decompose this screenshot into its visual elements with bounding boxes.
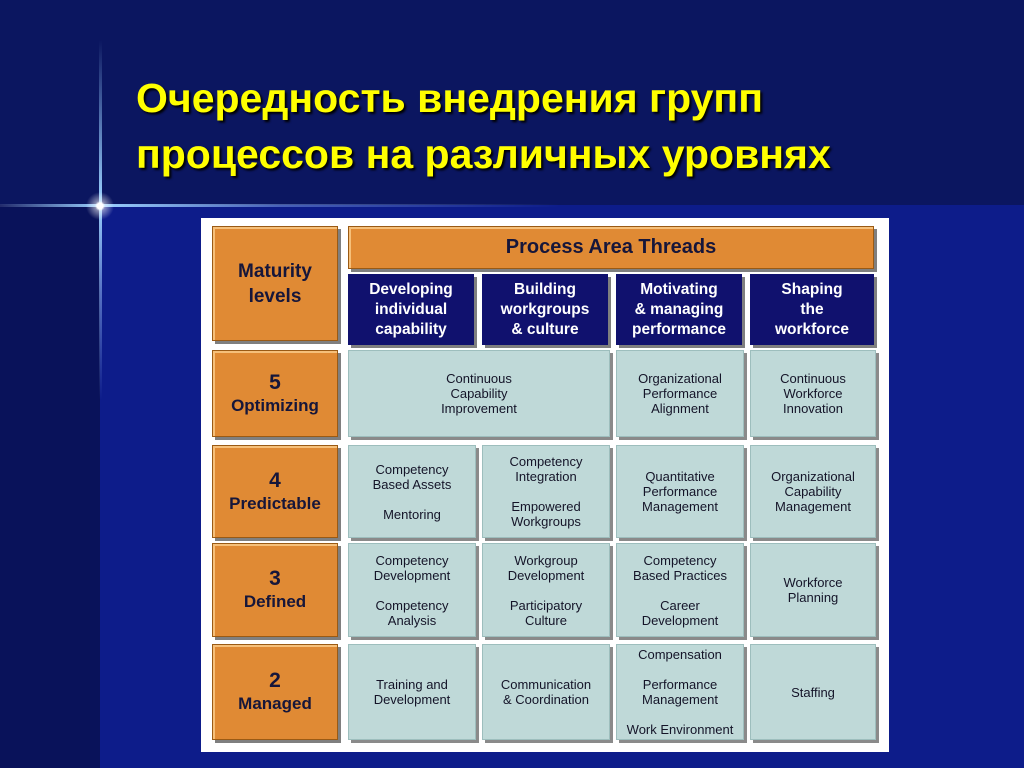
cell-text: Performance xyxy=(642,484,718,499)
level-5-label xyxy=(212,350,338,437)
level-number: 2 xyxy=(269,669,281,692)
cell-text: Performance xyxy=(642,677,718,692)
process-area-competency-based-practices-career-development xyxy=(616,543,744,637)
cell-text: Workgroups xyxy=(511,514,581,529)
cell-text: Planning xyxy=(787,590,839,605)
cell-text: Management xyxy=(642,692,718,707)
cell-text: Workforce xyxy=(783,386,843,401)
level-name: Defined xyxy=(243,592,307,611)
cell-text: Quantitative xyxy=(645,469,715,484)
cell-text: Analysis xyxy=(387,612,437,628)
threads-header-label: Process Area Threads xyxy=(505,236,717,258)
slide-title-line-1: Очередность внедрения групп xyxy=(136,75,763,121)
cell-text: & Coordination xyxy=(503,692,589,707)
cell-text: Staffing xyxy=(791,684,835,700)
cell-text: Development xyxy=(641,612,719,628)
cell-text: Improvement xyxy=(441,401,517,416)
level-number: 5 xyxy=(269,370,281,394)
cell-text: Competency xyxy=(643,552,717,568)
cell-text: Development xyxy=(373,567,451,583)
maturity-header-line: levels xyxy=(248,285,302,307)
level-number: 3 xyxy=(269,567,281,590)
level-name: Predictable xyxy=(229,493,321,513)
maturity-header-line: Maturity xyxy=(238,260,312,282)
cell-text: Participatory xyxy=(509,597,583,613)
thread-header-line: Building xyxy=(514,280,576,298)
maturity-levels-header xyxy=(212,226,338,341)
process-area-continuous-capability-improvement xyxy=(348,350,610,437)
cell-text: Based Assets xyxy=(372,476,452,492)
thread-header-line: workforce xyxy=(774,320,850,338)
cell-text: Development xyxy=(507,567,585,583)
decorative-vertical-line xyxy=(99,40,102,400)
thread-header-line: Developing xyxy=(369,280,453,298)
cell-text: Organizational xyxy=(771,469,855,484)
cell-text: Capability xyxy=(450,386,508,401)
cell-text: Performance xyxy=(642,386,718,401)
thread-header-shaping xyxy=(750,274,874,345)
level-number: 4 xyxy=(269,468,281,492)
thread-header-line: performance xyxy=(632,320,726,338)
thread-header-building xyxy=(482,274,608,345)
cell-text: Integration xyxy=(515,469,577,484)
cell-text: Management xyxy=(642,499,718,514)
sparkle-icon xyxy=(86,192,114,220)
level-2-label xyxy=(212,644,338,740)
thread-header-line: workgroups xyxy=(500,300,590,318)
cell-text: Competency xyxy=(375,461,449,477)
process-area-competency-integration-empowered-workgroups xyxy=(482,445,610,538)
thread-header-line: capability xyxy=(375,320,447,338)
process-area-staffing xyxy=(750,644,876,740)
cell-text: Communication xyxy=(500,677,592,692)
process-area-threads-header xyxy=(348,226,874,269)
process-area-compensation-performance-work-environment xyxy=(616,644,744,740)
level-name: Managed xyxy=(238,694,312,713)
cell-text: Innovation xyxy=(783,401,843,416)
cell-text: Continuous xyxy=(780,371,846,386)
cell-text: Workgroup xyxy=(514,552,578,568)
cell-text: Workforce xyxy=(783,575,843,590)
process-area-communication-coordination xyxy=(482,644,610,740)
decorative-horizontal-line xyxy=(0,204,560,207)
slide-left-band xyxy=(0,205,100,768)
cell-text: Competency xyxy=(509,454,583,469)
cell-text: Capability xyxy=(784,484,842,499)
cell-text: Alignment xyxy=(651,401,709,416)
cell-text: Management xyxy=(775,499,851,514)
process-area-organizational-capability-management xyxy=(750,445,876,538)
level-4-label xyxy=(212,445,338,538)
cell-text: Organizational xyxy=(638,371,722,386)
process-area-workgroup-development-participatory-culture xyxy=(482,543,610,637)
process-area-training-and-development xyxy=(348,644,476,740)
thread-header-line: Shaping xyxy=(781,280,843,298)
cell-text: Mentoring xyxy=(383,506,441,522)
cell-text: Competency xyxy=(375,597,449,613)
thread-header-motivating xyxy=(616,274,742,345)
cell-text: Competency xyxy=(375,552,449,568)
process-area-organizational-performance-alignment xyxy=(616,350,744,437)
slide-title xyxy=(136,70,996,182)
cell-text: Development xyxy=(373,692,451,707)
process-area-workforce-planning xyxy=(750,543,876,637)
process-area-table xyxy=(201,218,889,752)
level-3-label xyxy=(212,543,338,637)
level-name: Optimizing xyxy=(231,395,319,415)
cell-text: Based Practices xyxy=(633,567,727,583)
thread-header-line: & managing xyxy=(634,300,724,318)
cell-text: Continuous xyxy=(446,371,512,386)
thread-header-line: Motivating xyxy=(640,280,718,298)
thread-header-line: the xyxy=(800,300,824,318)
cell-text: Culture xyxy=(525,612,567,628)
thread-header-line: individual xyxy=(374,300,448,318)
process-area-quantitative-performance-management xyxy=(616,445,744,538)
slide-title-line-2: процессов на различных уровнях xyxy=(136,131,831,177)
thread-header-line: & culture xyxy=(511,320,579,338)
thread-header-developing xyxy=(348,274,474,345)
cell-text: Training and xyxy=(376,677,448,692)
cell-text: Compensation xyxy=(638,647,722,662)
cell-text: Career xyxy=(660,597,700,613)
process-area-competency-based-assets-mentoring xyxy=(348,445,476,538)
process-area-competency-development-analysis xyxy=(348,543,476,637)
process-area-continuous-workforce-innovation xyxy=(750,350,876,437)
cell-text: Empowered xyxy=(511,499,581,514)
cell-text: Work Environment xyxy=(626,722,734,737)
